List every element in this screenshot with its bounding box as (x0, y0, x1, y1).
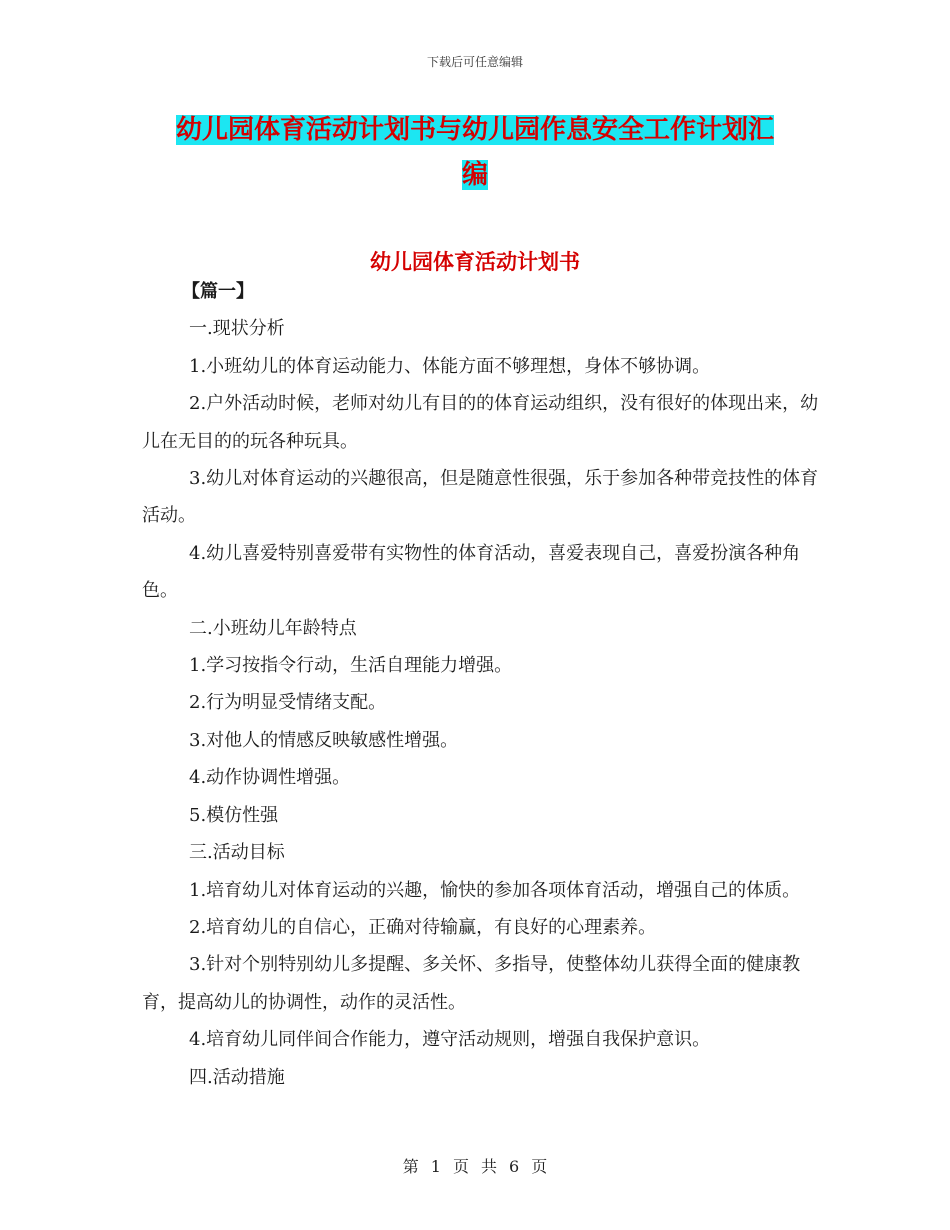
paragraph: 四.活动措施 (189, 1066, 285, 1088)
footer-total-word: 共 (481, 1157, 498, 1176)
document-title (0, 108, 950, 198)
paragraph: 2.行为明显受情绪支配。 (189, 692, 387, 714)
paragraph: 4.培育幼儿同伴间合作能力，遵守活动规则，增强自我保护意识。 (189, 1029, 711, 1051)
paragraph: 2.户外活动时候，老师对幼儿有目的的体育运动组织，没有很好的体现出来，幼儿在无目的的玩各种玩具。 (142, 393, 819, 452)
paragraph: 1.小班幼儿的体育运动能力、体能方面不够理想，身体不够协调。 (189, 355, 711, 377)
paragraph: 一.现状分析 (189, 318, 285, 340)
footer-page-number: 1 (430, 1157, 441, 1176)
paragraph: 5.模仿性强 (189, 804, 279, 826)
title-line-2: 编 (461, 160, 488, 190)
title-line-1: 幼儿园体育活动计划书与幼儿园作息安全工作计划汇 (175, 115, 774, 145)
footer-page-word: 第 (402, 1157, 419, 1176)
paragraph: 1.培育幼儿对体育运动的兴趣，愉快的参加各项体育活动，增强自己的体质。 (189, 879, 801, 901)
section-title: 幼儿园体育活动计划书 (370, 250, 580, 274)
page-footer (0, 1154, 950, 1177)
paragraph: 2.培育幼儿的自信心，正确对待输赢，有良好的心理素养。 (189, 916, 657, 938)
paragraph: 1.学习按指令行动，生活自理能力增强。 (189, 655, 513, 677)
document-body (142, 273, 822, 1096)
paragraph: 4.幼儿喜爱特别喜爱带有实物性的体育活动，喜爱表现自己，喜爱扮演各种角色。 (142, 542, 801, 602)
footer-total-number: 6 (509, 1157, 520, 1176)
paragraph: 二.小班幼儿年龄特点 (189, 617, 357, 639)
header-note: 下载后可任意编辑 (426, 55, 523, 69)
paragraph: 4.动作协调性增强。 (189, 767, 351, 789)
paragraph: 3.对他人的情感反映敏感性增强。 (189, 729, 459, 751)
paragraph: 3.针对个别特别幼儿多提醒、多关怀、多指导，使整体幼儿获得全面的健康教育，提高幼儿的协调性，动作的灵活性。 (142, 954, 801, 1013)
footer-page-unit: 页 (452, 1157, 469, 1176)
part-label: 【篇一】 (182, 281, 254, 302)
footer-total-unit: 页 (531, 1157, 548, 1176)
paragraph: 三.活动目标 (189, 842, 285, 864)
paragraph: 3.幼儿对体育运动的兴趣很高，但是随意性很强，乐于参加各种带竞技性的体育活动。 (142, 468, 819, 527)
